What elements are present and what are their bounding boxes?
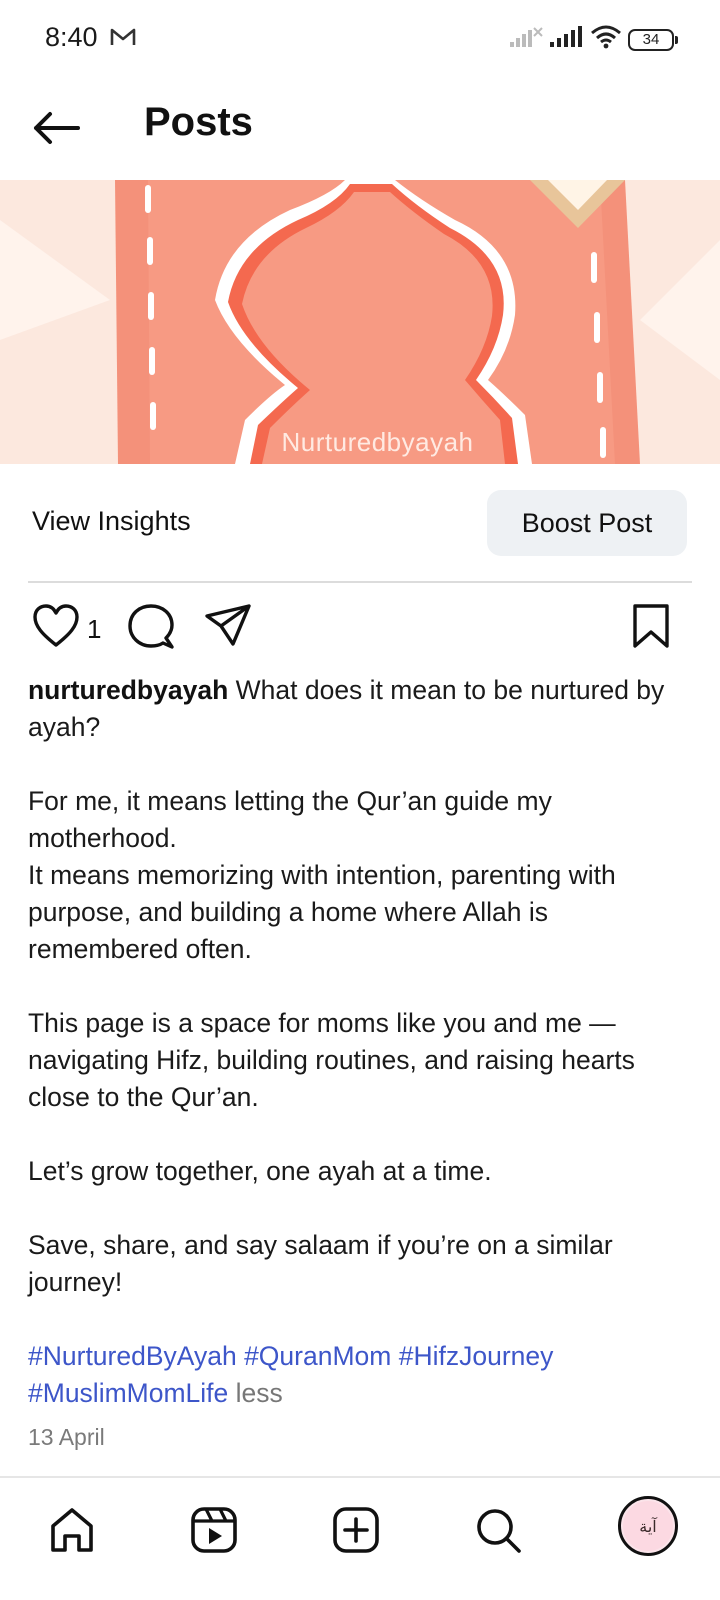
- page-title: Posts: [144, 100, 253, 144]
- caption-paragraph: Let’s grow together, one ayah at a time.: [28, 1156, 492, 1186]
- hashtag-link[interactable]: #QuranMom: [244, 1341, 392, 1371]
- view-insights-link[interactable]: View Insights: [32, 506, 191, 536]
- share-icon[interactable]: [205, 604, 251, 653]
- caption-first-line: What does it mean to be nurtured by ayah?: [28, 675, 665, 742]
- post-actions: [0, 600, 720, 660]
- caption-hashtags: [28, 1338, 694, 1412]
- caption-paragraph: For me, it means letting the Qur’an guide my motherhood.: [28, 786, 552, 853]
- back-button[interactable]: [30, 102, 82, 154]
- bookmark-icon[interactable]: [632, 604, 670, 653]
- home-icon: [48, 1506, 96, 1554]
- boost-post-button[interactable]: Boost Post: [487, 490, 687, 556]
- caption-paragraph: This page is a space for moms like you and me — navigating Hifz, building routines, and raising hearts close to the Qur’an.: [28, 1008, 635, 1112]
- like-count[interactable]: 1: [87, 614, 102, 644]
- status-bar: [0, 0, 720, 78]
- caption-paragraph: It means memorizing with intention, parenting with purpose, and building a home where Allah is remembered often.: [28, 860, 616, 964]
- hashtag-link[interactable]: #MuslimMomLife: [28, 1378, 229, 1408]
- header: [0, 78, 720, 180]
- comment-icon[interactable]: [128, 604, 174, 655]
- caption-first-paragraph: [28, 672, 694, 746]
- insights-row: [0, 488, 720, 558]
- profile-avatar[interactable]: [618, 1496, 678, 1556]
- gmail-icon: [110, 27, 136, 52]
- nav-create[interactable]: [326, 1500, 386, 1560]
- less-link[interactable]: less: [235, 1378, 283, 1408]
- media-watermark: Nurturedbyayah: [281, 427, 474, 457]
- nav-reels[interactable]: [184, 1500, 244, 1560]
- post-caption: [28, 672, 694, 1412]
- status-time: 8:40: [45, 22, 98, 52]
- post-media[interactable]: [0, 180, 720, 464]
- arrow-left-icon: [32, 110, 80, 146]
- divider: [28, 581, 692, 583]
- post-date: 13 April: [28, 1424, 105, 1450]
- nav-search[interactable]: [468, 1500, 528, 1560]
- signal-off-icon: [510, 26, 544, 53]
- reels-icon: [190, 1506, 238, 1554]
- nav-home[interactable]: [42, 1500, 102, 1560]
- battery-icon: 34: [628, 29, 674, 51]
- search-icon: [474, 1506, 522, 1554]
- create-icon: [332, 1506, 380, 1554]
- post-image: [0, 180, 720, 464]
- status-icons: [510, 25, 674, 54]
- heart-icon[interactable]: [32, 604, 80, 653]
- bottom-nav: [0, 1476, 720, 1600]
- caption-paragraph: Save, share, and say salaam if you’re on a similar journey!: [28, 1230, 613, 1297]
- hashtag-link[interactable]: #HifzJourney: [398, 1341, 554, 1371]
- avatar-text: آية: [623, 1501, 673, 1551]
- wifi-icon: [590, 25, 622, 54]
- hashtag-link[interactable]: #NurturedByAyah: [28, 1341, 237, 1371]
- signal-icon: [550, 26, 584, 53]
- caption-username[interactable]: nurturedbyayah: [28, 675, 229, 705]
